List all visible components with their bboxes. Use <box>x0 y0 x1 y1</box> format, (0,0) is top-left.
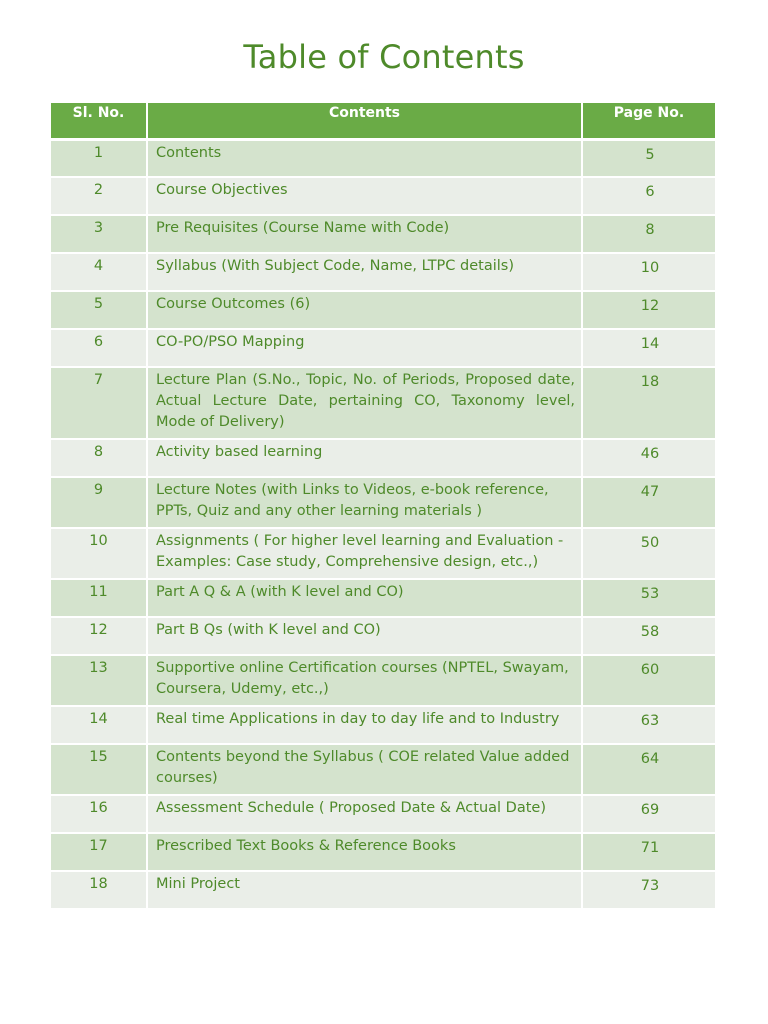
row-content: Pre Requisites (Course Name with Code) <box>147 215 582 253</box>
table-row <box>51 655 715 706</box>
header-page-no: Page No. <box>582 103 715 139</box>
row-content: Contents <box>147 139 582 177</box>
table-row <box>51 215 715 253</box>
header-sl-no: Sl. No. <box>51 103 147 139</box>
header-contents: Contents <box>147 103 582 139</box>
row-content: Supportive online Certification courses (NPTEL, Swayam, Coursera, Udemy, etc.,) <box>147 655 582 706</box>
row-page-no: 12 <box>582 291 715 329</box>
row-sl-no: 3 <box>51 215 147 253</box>
row-content: Course Objectives <box>147 177 582 215</box>
row-content: Syllabus (With Subject Code, Name, LTPC details) <box>147 253 582 291</box>
row-sl-no: 5 <box>51 291 147 329</box>
table-row <box>51 253 715 291</box>
row-content: Prescribed Text Books & Reference Books <box>147 833 582 871</box>
row-page-no: 58 <box>582 617 715 655</box>
toc-table <box>51 103 715 910</box>
row-page-no: 63 <box>582 706 715 744</box>
row-page-no: 8 <box>582 215 715 253</box>
row-sl-no: 17 <box>51 833 147 871</box>
row-content: Assignments ( For higher level learning and Evaluation - Examples: Case study, Comprehensive design, etc.,) <box>147 528 582 579</box>
row-sl-no: 1 <box>51 139 147 177</box>
row-page-no: 18 <box>582 367 715 439</box>
table-row <box>51 617 715 655</box>
row-sl-no: 10 <box>51 528 147 579</box>
row-content: Assessment Schedule ( Proposed Date & Actual Date) <box>147 795 582 833</box>
row-content: Mini Project <box>147 871 582 909</box>
row-content: Lecture Plan (S.No., Topic, No. of Periods, Proposed date, Actual Lecture Date, pertaining CO, Taxonomy level, Mode of Delivery) <box>147 367 582 439</box>
row-page-no: 53 <box>582 579 715 617</box>
row-page-no: 6 <box>582 177 715 215</box>
row-sl-no: 6 <box>51 329 147 367</box>
row-sl-no: 7 <box>51 367 147 439</box>
table-row <box>51 477 715 528</box>
row-page-no: 60 <box>582 655 715 706</box>
row-sl-no: 15 <box>51 744 147 795</box>
row-sl-no: 4 <box>51 253 147 291</box>
table-row <box>51 871 715 909</box>
page-title: Table of Contents <box>243 38 525 76</box>
row-content: Real time Applications in day to day life and to Industry <box>147 706 582 744</box>
row-sl-no: 8 <box>51 439 147 477</box>
row-sl-no: 2 <box>51 177 147 215</box>
table-row <box>51 528 715 579</box>
row-sl-no: 9 <box>51 477 147 528</box>
table-row <box>51 744 715 795</box>
table-row <box>51 795 715 833</box>
table-row <box>51 367 715 439</box>
table-row <box>51 139 715 177</box>
row-content: Part B Qs (with K level and CO) <box>147 617 582 655</box>
table-row <box>51 706 715 744</box>
table-row <box>51 177 715 215</box>
table-header-row <box>51 103 715 139</box>
row-page-no: 73 <box>582 871 715 909</box>
row-page-no: 46 <box>582 439 715 477</box>
row-content: Part A Q & A (with K level and CO) <box>147 579 582 617</box>
row-page-no: 10 <box>582 253 715 291</box>
table-row <box>51 833 715 871</box>
row-page-no: 14 <box>582 329 715 367</box>
row-page-no: 50 <box>582 528 715 579</box>
table-row <box>51 579 715 617</box>
row-page-no: 64 <box>582 744 715 795</box>
table-row <box>51 439 715 477</box>
row-sl-no: 16 <box>51 795 147 833</box>
row-page-no: 69 <box>582 795 715 833</box>
row-sl-no: 18 <box>51 871 147 909</box>
row-sl-no: 12 <box>51 617 147 655</box>
row-sl-no: 11 <box>51 579 147 617</box>
row-page-no: 5 <box>582 139 715 177</box>
table-row <box>51 291 715 329</box>
table-row <box>51 329 715 367</box>
row-content: Lecture Notes (with Links to Videos, e-book reference, PPTs, Quiz and any other learning materials ) <box>147 477 582 528</box>
row-content: Course Outcomes (6) <box>147 291 582 329</box>
row-content: Activity based learning <box>147 439 582 477</box>
row-page-no: 47 <box>582 477 715 528</box>
row-sl-no: 13 <box>51 655 147 706</box>
row-page-no: 71 <box>582 833 715 871</box>
row-content: CO-PO/PSO Mapping <box>147 329 582 367</box>
row-sl-no: 14 <box>51 706 147 744</box>
row-content: Contents beyond the Syllabus ( COE related Value added courses) <box>147 744 582 795</box>
